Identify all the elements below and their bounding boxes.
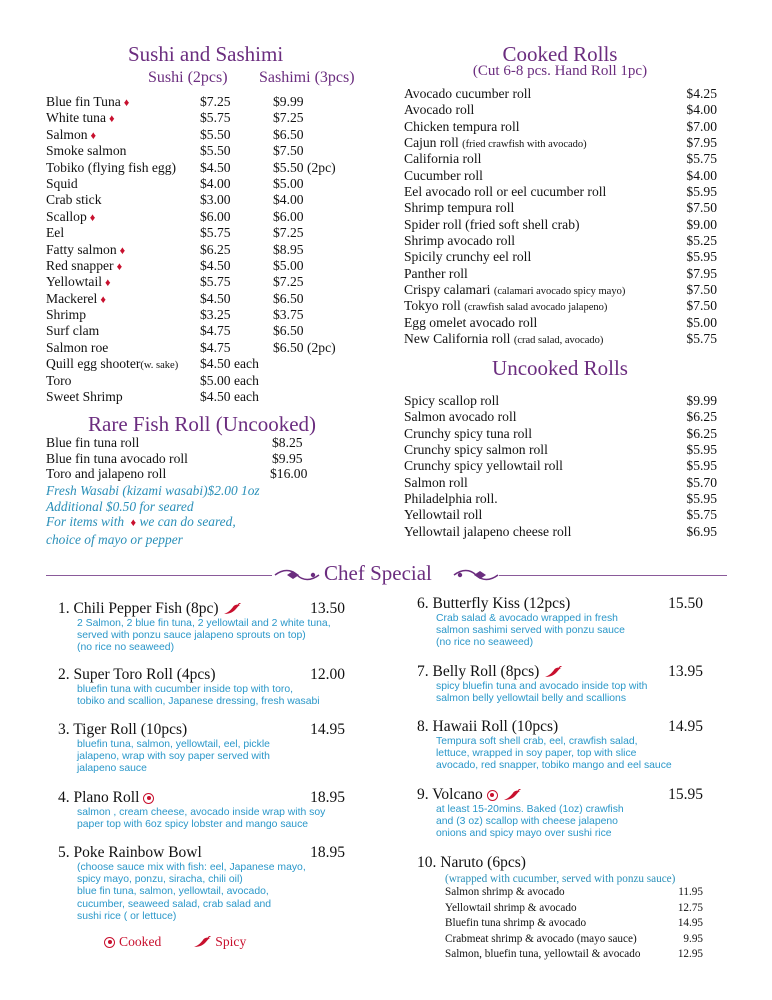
- naruto-row: [445, 948, 703, 964]
- uncooked-row: [404, 409, 717, 425]
- sushi-item-name: Toro: [46, 372, 72, 388]
- special-desc: [77, 618, 345, 655]
- cooked-row: [404, 86, 717, 102]
- sushi-price: $6.00: [200, 208, 231, 224]
- special-desc-line: sushi rice ( or lettuce): [77, 910, 177, 922]
- cooked-row: [404, 249, 717, 265]
- special-price: 12.00: [310, 666, 345, 683]
- cooked-item-price: $4.00: [686, 167, 717, 183]
- cooked-item-price: $7.95: [686, 135, 717, 151]
- special-desc: [436, 681, 703, 705]
- special-desc-line: salmon belly yellowtail belly and scallions: [436, 693, 627, 705]
- special-desc: [436, 613, 703, 650]
- sashimi-price: $8.95: [273, 241, 304, 257]
- chili-icon: [543, 666, 563, 678]
- special-desc-line: avocado, red snapper, tobiko mango and eel sauce: [436, 760, 672, 772]
- naruto-title: 10. Naruto (6pcs): [417, 854, 526, 871]
- uncooked-item-name: Spicy scallop roll: [404, 393, 500, 408]
- special-name: 7. Belly Roll (8pcs): [417, 663, 563, 681]
- cooked-row: [404, 282, 717, 298]
- chili-icon: [502, 789, 522, 801]
- sashimi-price: $4.00: [273, 192, 304, 208]
- cooked-target-icon: [143, 793, 154, 804]
- sushi-section-title: Sushi and Sashimi: [128, 42, 284, 66]
- rare-row: [46, 435, 307, 451]
- cooked-item-name: Tokyo roll (crawfish salad avocado jalapeno): [404, 298, 608, 314]
- sushi-item-name: Salmon roe: [46, 339, 109, 355]
- naruto-row: [445, 886, 703, 902]
- cooked-row: [404, 217, 717, 233]
- spicy-chili-icon: [193, 936, 211, 948]
- sashimi-price: $6.50: [273, 126, 304, 142]
- special-name: 1. Chili Pepper Fish (8pc): [58, 600, 242, 618]
- cooked-target-icon: [487, 790, 498, 801]
- cooked-item-name: Cucumber roll: [404, 167, 483, 183]
- rare-row: [46, 466, 307, 482]
- uncooked-item-price: $5.95: [686, 442, 717, 458]
- rare-section-title: Rare Fish Roll (Uncooked): [88, 412, 317, 436]
- uncooked-item-price: $5.70: [686, 474, 717, 490]
- sushi-item-name: Mackerel ♦: [46, 290, 106, 306]
- special-desc-line: and (3 oz) scallop with cheese jalapeno: [436, 816, 618, 828]
- uncooked-row: [404, 524, 717, 540]
- cooked-row: [404, 102, 717, 118]
- cooked-item-price: $4.25: [686, 86, 717, 101]
- cooked-item-name: Shrimp tempura roll: [404, 200, 515, 216]
- uncooked-item-name: Yellowtail jalapeno cheese roll: [404, 523, 572, 539]
- uncooked-item-name: Crunchy spicy yellowtail roll: [404, 458, 563, 474]
- seared-items-note: For items with ♦ we can do seared,: [46, 514, 236, 530]
- sushi-item-name: Salmon ♦: [46, 126, 97, 142]
- special-desc-line: (no rice no seaweed): [77, 642, 175, 654]
- chili-icon: [222, 603, 242, 615]
- special-desc-line: at least 15-20mins. Baked (1oz) crawfish: [436, 804, 624, 815]
- special-name: 5. Poke Rainbow Bowl: [58, 844, 202, 861]
- legend: [104, 934, 246, 950]
- sushi-item-name: Smoke salmon: [46, 143, 127, 159]
- uncooked-row: [404, 442, 717, 458]
- cooked-item-price: $5.95: [686, 249, 717, 265]
- sushi-row: [46, 307, 336, 323]
- naruto-item-price: 9.95: [683, 932, 703, 945]
- cooked-row: [404, 331, 717, 347]
- special-desc-line: 2 Salmon, 2 blue fin tuna, 2 yellowtail and 2 white tuna,: [77, 618, 331, 629]
- special-desc-line: cucumber, seaweed salad, crab salad and: [77, 898, 272, 910]
- diamond-icon: ♦: [105, 277, 111, 290]
- special-desc-line: (no rice no seaweed): [436, 637, 534, 649]
- uncooked-item-price: $6.25: [686, 409, 717, 425]
- sushi-price: $4.50: [200, 257, 231, 273]
- diamond-icon: ♦: [100, 293, 106, 306]
- naruto-item-price: 11.95: [678, 886, 703, 898]
- legend-cooked-label: Cooked: [119, 934, 162, 949]
- naruto-row: [445, 933, 703, 949]
- diamond-icon: ♦: [123, 97, 130, 109]
- flourish-left-icon: [273, 567, 321, 583]
- naruto-row: [445, 902, 703, 918]
- cooked-item-name: Chicken tempura roll: [404, 118, 520, 134]
- special-desc-line: tobiko and scallion, Japanese dressing, fresh wasabi: [77, 696, 320, 708]
- diamond-icon: ♦: [109, 113, 115, 126]
- sushi-row: [46, 258, 336, 274]
- sushi-item-name: Eel: [46, 225, 65, 241]
- sushi-price: $5.75: [200, 274, 231, 290]
- sushi-price: $7.25: [200, 94, 231, 109]
- sushi-price: $4.50: [200, 290, 231, 306]
- sushi-item-name: Sweet Shrimp: [46, 389, 123, 405]
- special-desc-line: bluefin tuna with cucumber inside top with toro,: [77, 684, 294, 695]
- diamond-icon: ♦: [89, 211, 96, 224]
- mayo-pepper-note: choice of mayo or pepper: [46, 531, 183, 547]
- cooked-row: [404, 151, 717, 167]
- sushi-price: $4.75: [200, 323, 231, 339]
- sushi-item-name: Quill egg shooter(w. sake): [46, 356, 179, 372]
- special-price: 15.50: [668, 595, 703, 612]
- naruto-item-price: 14.95: [677, 917, 703, 929]
- sushi-row: [46, 389, 336, 405]
- special-desc: [77, 807, 345, 831]
- chef-special-title: Chef Special: [324, 561, 432, 585]
- special-price: 13.95: [668, 663, 703, 680]
- sushi-price: $4.50 each: [200, 356, 259, 372]
- cooked-item-price: $4.00: [686, 102, 717, 118]
- rare-item-price: $8.25: [272, 435, 303, 450]
- special-desc-line: blue fin tuna, salmon, yellowtail, avocado,: [77, 886, 269, 898]
- cooked-item-price: $7.95: [686, 265, 717, 281]
- sushi-row: [46, 110, 336, 126]
- sushi-row: [46, 291, 336, 307]
- uncooked-row: [404, 475, 717, 491]
- uncooked-item-price: $5.95: [686, 491, 717, 507]
- special-desc-line: bluefin tuna, salmon, yellowtail, eel, pickle: [77, 739, 270, 750]
- special-item: [417, 663, 703, 705]
- rare-item-price: $16.00: [270, 466, 308, 482]
- uncooked-row: [404, 426, 717, 442]
- cooked-target-icon: [104, 937, 115, 948]
- uncooked-row: [404, 507, 717, 523]
- special-desc-line: jalapeno sauce: [77, 763, 147, 775]
- cooked-item-price: $7.50: [686, 282, 717, 298]
- sushi-price: $6.25: [200, 241, 231, 257]
- cooked-row: [404, 119, 717, 135]
- cooked-item-name: Shrimp avocado roll: [404, 233, 515, 249]
- rare-item-name: Blue fin tuna avocado roll: [46, 450, 188, 466]
- cooked-subtitle: (Cut 6-8 pcs. Hand Roll 1pc): [472, 63, 648, 79]
- sushi-price: $5.00 each: [200, 372, 259, 388]
- special-item: [58, 844, 345, 923]
- sushi-row: [46, 160, 336, 176]
- uncooked-item-name: Salmon avocado roll: [404, 409, 517, 425]
- sushi-row: [46, 274, 336, 290]
- sushi-column-header: Sushi (2pcs): [148, 69, 228, 86]
- uncooked-row: [404, 491, 717, 507]
- sashimi-price: $5.50 (2pc): [273, 159, 336, 175]
- sushi-list: [46, 94, 336, 405]
- sushi-item-name: Red snapper ♦: [46, 257, 123, 273]
- sushi-price: $5.75: [200, 110, 231, 126]
- cooked-item-name: Cajun roll (fried crawfish with avocado): [404, 135, 587, 151]
- sashimi-price: $3.75: [273, 307, 304, 323]
- sushi-item-name: Tobiko (flying fish egg): [46, 159, 177, 175]
- cooked-row: [404, 168, 717, 184]
- special-name: 4. Plano Roll: [58, 789, 154, 807]
- sushi-price: $4.50: [200, 159, 231, 175]
- sushi-row: [46, 225, 336, 241]
- legend-spicy-label: Spicy: [215, 934, 247, 949]
- sushi-row: [46, 373, 336, 389]
- naruto-item-name: Salmon shrimp & avocado: [445, 886, 565, 898]
- special-price: 13.50: [310, 600, 345, 617]
- special-price: 18.95: [310, 844, 345, 861]
- naruto-item-price: 12.95: [677, 948, 703, 960]
- sashimi-price: $7.25: [273, 225, 304, 241]
- uncooked-row: [404, 458, 717, 474]
- naruto-item-name: Bluefin tuna shrimp & avocado: [445, 917, 587, 929]
- uncooked-item-price: $6.25: [686, 425, 717, 441]
- cooked-item-price: $7.00: [686, 118, 717, 134]
- cooked-item-name: Avocado cucumber roll: [404, 86, 532, 101]
- rare-item-price: $9.95: [272, 450, 303, 466]
- cooked-row: [404, 233, 717, 249]
- sushi-price: $4.50 each: [200, 389, 259, 405]
- uncooked-item-price: $9.99: [686, 393, 717, 408]
- special-item: [58, 666, 345, 708]
- sushi-row: [46, 143, 336, 159]
- sashimi-price: $5.00: [273, 175, 304, 191]
- uncooked-item-price: $6.95: [686, 523, 717, 539]
- sushi-price: $3.00: [200, 192, 231, 208]
- special-desc-line: spicy mayo, ponzu, siracha, chili oil): [77, 874, 243, 886]
- sushi-item-name: Crab stick: [46, 192, 102, 208]
- sushi-item-name: Yellowtail ♦: [46, 274, 111, 290]
- special-item: [58, 721, 345, 776]
- cooked-item-price: $9.00: [686, 216, 717, 232]
- special-desc-line: onions and spicy mayo over sushi rice: [436, 828, 612, 840]
- special-desc-line: Crab salad & avocado wrapped in fresh: [436, 613, 618, 624]
- uncooked-item-name: Crunchy spicy salmon roll: [404, 442, 548, 458]
- special-desc-line: salmon sashimi served with ponzu sauce: [436, 625, 625, 637]
- cooked-item-price: $5.00: [686, 314, 717, 330]
- special-desc: [436, 804, 703, 841]
- special-item: [417, 595, 703, 650]
- rare-item-name: Toro and jalapeno roll: [46, 466, 167, 482]
- cooked-item-name: Crispy calamari (calamari avocado spicy mayo): [404, 282, 626, 298]
- sushi-item-name: Blue fin Tuna ♦: [46, 94, 130, 109]
- sashimi-price: $7.25: [273, 274, 304, 290]
- special-desc-line: jalapeno, wrap with soy paper served with: [77, 751, 270, 763]
- rare-notes: [46, 483, 260, 547]
- special-desc: [77, 862, 345, 923]
- sushi-row: [46, 356, 336, 372]
- special-item: [58, 600, 345, 655]
- uncooked-row: [404, 393, 717, 409]
- special-item: [58, 789, 345, 831]
- sashimi-price: $9.99: [273, 94, 304, 109]
- cooked-item-name: Panther roll: [404, 265, 468, 281]
- diamond-icon: ♦: [90, 129, 97, 142]
- uncooked-item-name: Salmon roll: [404, 474, 468, 490]
- sushi-row: [46, 340, 336, 356]
- uncooked-list: [404, 393, 717, 540]
- cooked-item-price: $5.75: [686, 151, 717, 167]
- uncooked-item-name: Yellowtail roll: [404, 507, 483, 523]
- uncooked-section-title: Uncooked Rolls: [492, 356, 628, 380]
- sushi-item-name: Shrimp: [46, 307, 87, 323]
- uncooked-item-name: Philadelphia roll.: [404, 491, 498, 507]
- diamond-icon: ♦: [119, 244, 126, 257]
- cooked-row: [404, 266, 717, 282]
- special-name: 2. Super Toro Roll (4pcs): [58, 666, 216, 683]
- sushi-price: $4.75: [200, 339, 231, 355]
- sushi-row: [46, 127, 336, 143]
- special-desc-line: paper top with 6oz spicy lobster and mango sauce: [77, 819, 309, 831]
- uncooked-item-price: $5.95: [686, 458, 717, 474]
- cooked-row: [404, 184, 717, 200]
- sushi-row: [46, 192, 336, 208]
- sushi-item-name: White tuna ♦: [46, 110, 115, 126]
- sushi-price: $5.50: [200, 126, 231, 142]
- special-desc: [77, 739, 345, 776]
- sushi-row: [46, 209, 336, 225]
- sushi-price: $3.25: [200, 307, 231, 323]
- flourish-right-icon: [452, 567, 500, 583]
- sushi-price: $5.75: [200, 225, 231, 241]
- special-desc-line: served with ponzu sauce jalapeno sprouts on top): [77, 630, 306, 642]
- rare-list: [46, 435, 307, 482]
- cooked-item-name: New California roll (crad salad, avocado): [404, 331, 604, 347]
- wasabi-note: Fresh Wasabi (kizami wasabi)$2.00 1oz: [46, 483, 260, 498]
- sashimi-price: $5.00: [273, 257, 304, 273]
- cooked-item-name: Avocado roll: [404, 102, 475, 118]
- sashimi-price: $6.50: [273, 323, 304, 339]
- rare-item-name: Blue fin tuna roll: [46, 435, 140, 450]
- cooked-item-name: Eel avocado roll or eel cucumber roll: [404, 184, 607, 200]
- special-desc-line: lettuce, wrapped in soy paper, top with slice: [436, 748, 637, 760]
- cooked-section-title: Cooked Rolls: [502, 42, 618, 66]
- special-desc: [436, 736, 703, 773]
- special-name: 8. Hawaii Roll (10pcs): [417, 718, 559, 735]
- special-desc-line: (choose sauce mix with fish: eel, Japanese mayo,: [77, 862, 306, 873]
- cooked-item-name: California roll: [404, 151, 482, 167]
- naruto-item-name: Crabmeat shrimp & avocado (mayo sauce): [445, 932, 637, 945]
- sushi-row: [46, 176, 336, 192]
- special-desc-line: salmon , cream cheese, avocado inside wrap with soy: [77, 807, 326, 818]
- sushi-row: [46, 242, 336, 258]
- special-price: 18.95: [310, 789, 345, 806]
- cooked-item-price: $5.75: [686, 331, 717, 347]
- diamond-icon: ♦: [116, 260, 123, 273]
- naruto-row: [445, 917, 703, 933]
- cooked-item-name: Spicily crunchy eel roll: [404, 249, 532, 265]
- uncooked-item-name: Crunchy spicy tuna roll: [404, 425, 532, 441]
- cooked-row: [404, 315, 717, 331]
- cooked-row: [404, 200, 717, 216]
- uncooked-item-price: $5.75: [686, 507, 717, 523]
- special-price: 14.95: [668, 718, 703, 735]
- naruto-item-name: Yellowtail shrimp & avocado: [445, 901, 577, 914]
- special-desc-line: spicy bluefin tuna and avocado inside top with: [436, 681, 648, 692]
- divider-right: [499, 575, 727, 576]
- divider-left: [46, 575, 272, 576]
- naruto-item-price: 12.75: [677, 901, 703, 914]
- sushi-price: $4.00: [200, 175, 231, 191]
- special-item: [417, 786, 703, 841]
- sushi-item-name: Surf clam: [46, 323, 100, 339]
- cooked-row: [404, 298, 717, 314]
- special-desc-line: Tempura soft shell crab, eel, crawfish salad,: [436, 736, 638, 747]
- sushi-item-name: Squid: [46, 175, 78, 191]
- seared-note: Additional $0.50 for seared: [46, 498, 194, 514]
- sashimi-column-header: Sashimi (3pcs): [259, 69, 355, 86]
- sushi-price: $5.50: [200, 143, 231, 159]
- cooked-item-price: $5.95: [686, 184, 717, 200]
- cooked-item-price: $7.50: [686, 200, 717, 216]
- special-item: [417, 718, 703, 773]
- special-name: 9. Volcano: [417, 786, 522, 804]
- rare-row: [46, 451, 307, 467]
- sushi-item-name: Fatty salmon ♦: [46, 241, 126, 257]
- naruto-block: [417, 854, 703, 964]
- sashimi-price: $7.25: [273, 110, 304, 126]
- special-name: 6. Butterfly Kiss (12pcs): [417, 595, 571, 612]
- cooked-row: [404, 135, 717, 151]
- cooked-list: [404, 86, 717, 348]
- sashimi-price: $6.50: [273, 290, 304, 306]
- special-desc: [77, 684, 345, 708]
- diamond-icon: ♦: [130, 517, 137, 530]
- special-price: 14.95: [310, 721, 345, 738]
- naruto-item-name: Salmon, bluefin tuna, yellowtail & avocado: [445, 948, 641, 960]
- sushi-row: [46, 94, 336, 110]
- cooked-item-price: $5.25: [686, 233, 717, 249]
- cooked-item-price: $7.50: [686, 298, 717, 314]
- special-name: 3. Tiger Roll (10pcs): [58, 721, 188, 738]
- cooked-item-name: Egg omelet avocado roll: [404, 314, 538, 330]
- naruto-note: (wrapped with cucumber, served with ponzu sauce): [445, 873, 676, 885]
- sashimi-price: $7.50: [273, 143, 304, 159]
- sushi-row: [46, 323, 336, 339]
- sashimi-price: $6.50 (2pc): [273, 339, 336, 355]
- cooked-item-name: Spider roll (fried soft shell crab): [404, 216, 580, 232]
- sushi-item-name: Scallop ♦: [46, 208, 96, 224]
- special-price: 15.95: [668, 786, 703, 803]
- sashimi-price: $6.00: [273, 208, 304, 224]
